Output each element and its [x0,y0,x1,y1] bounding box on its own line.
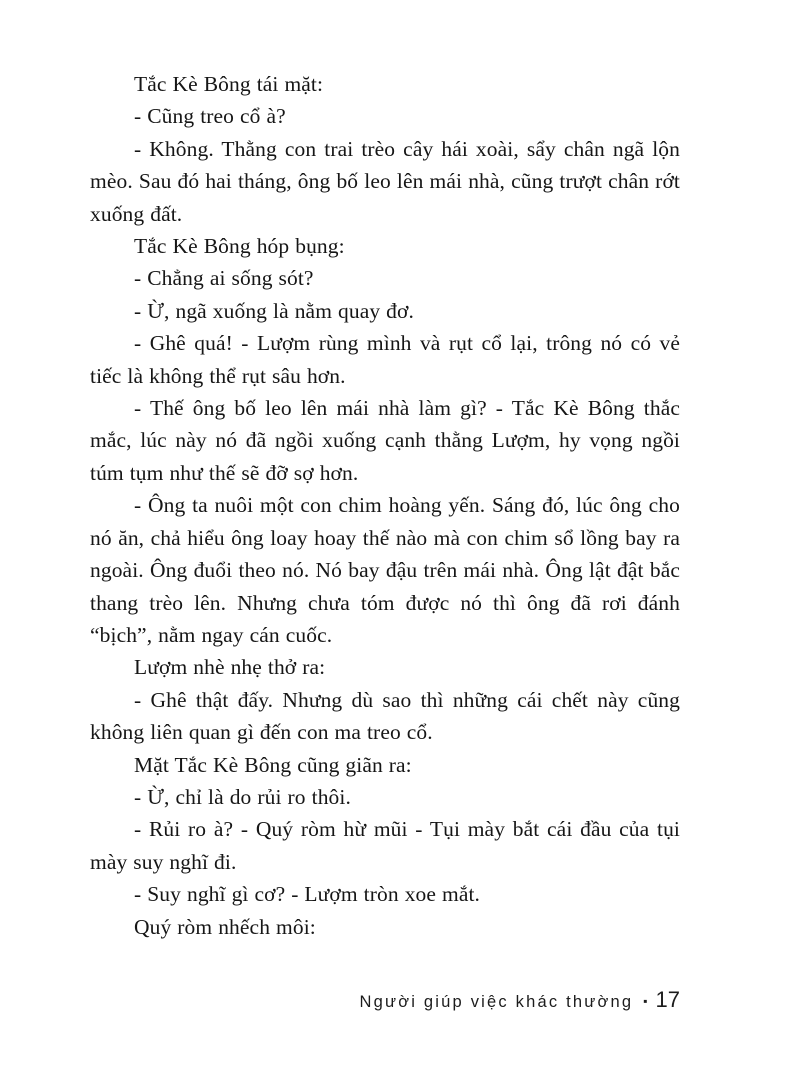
paragraph: - Ông ta nuôi một con chim hoàng yến. Sáng đó, lúc ông cho nó ăn, chả hiểu ông loay hoay thế nào mà con chim sổ lồng bay ra ngoài. Ông đuổi theo nó. Nó bay đậu trên mái nhà. Ông lật đật bắc thang trèo lên. Nhưng chưa tóm được nó thì ông đã rơi đánh “bịch”, nằm ngay cán cuốc. [90,493,680,647]
paragraph: - Không. Thằng con trai trèo cây hái xoài, sẩy chân ngã lộn mèo. Sau đó hai tháng, ông bố leo lên mái nhà, cũng trượt chân rớt xuống đất. [90,136,680,226]
paragraph: Lượm nhè nhẹ thở ra: [134,655,326,680]
paragraph: Mặt Tắc Kè Bông cũng giãn ra: [134,752,412,777]
page-text [90,68,680,943]
footer-book-title: Người giúp việc khác thường [359,992,634,1011]
paragraph: - Thế ông bố leo lên mái nhà làm gì? - Tắc Kè Bông thắc mắc, lúc này nó đã ngồi xuống cạnh thằng Lượm, hy vọng ngồi túm tụm như thế sẽ đỡ sợ hơn. [90,396,680,485]
footer-page-number: 17 [655,986,680,1012]
page-footer [90,987,680,1013]
paragraph: Tắc Kè Bông hóp bụng: [134,234,345,259]
paragraph: - Ghê quá! - Lượm rùng mình và rụt cổ lại, trông nó có vẻ tiếc là không thể rụt sâu hơn. [90,331,680,388]
paragraph: Tắc Kè Bông tái mặt: [134,72,324,96]
footer-separator-square-icon: ▪ [643,993,648,1008]
paragraph: - Cũng treo cổ à? [134,104,286,129]
paragraph: - Suy nghĩ gì cơ? - Lượm tròn xoe mắt. [134,882,481,907]
paragraph: Quý ròm nhếch môi: [134,914,316,939]
paragraph: - Rủi ro à? - Quý ròm hừ mũi - Tụi mày bắt cái đầu của tụi mày suy nghĩ đi. [90,817,680,874]
paragraph: - Ừ, chỉ là do rủi ro thôi. [134,784,351,809]
paragraph: - Chẳng ai sống sót? [134,266,314,291]
paragraph: - Ừ, ngã xuống là nằm quay đơ. [134,298,414,323]
paragraph: - Ghê thật đấy. Nhưng dù sao thì những cái chết này cũng không liên quan gì đến con ma treo cổ. [90,687,680,745]
